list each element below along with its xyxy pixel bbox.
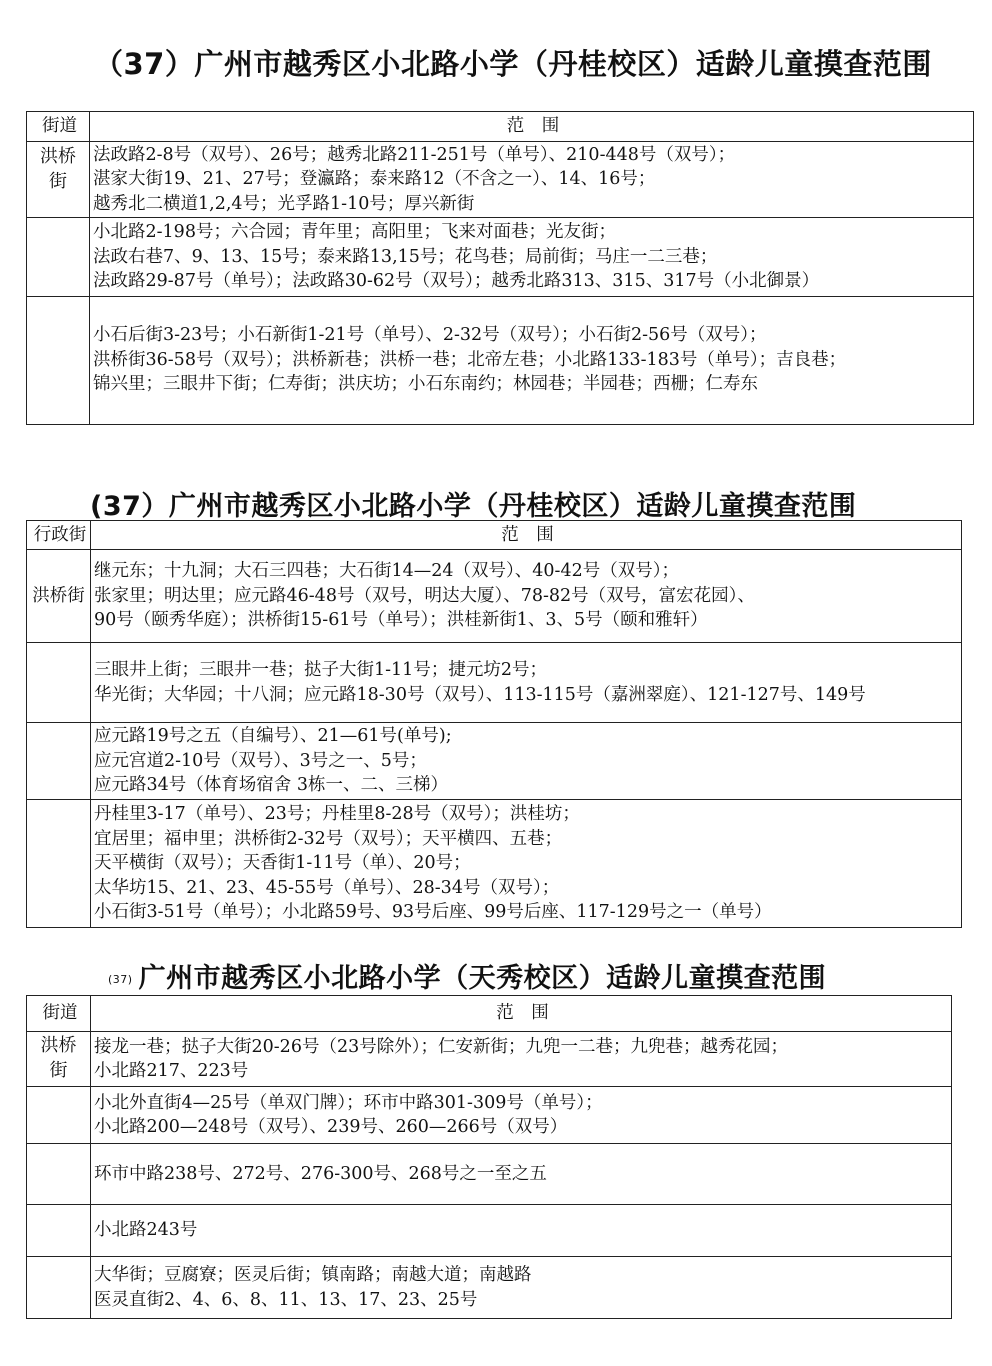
street-cell: 洪桥街 (27, 550, 91, 643)
section1-title (94, 42, 932, 83)
range-line: 应元宫道2-10号（双号）、3号之一、5号； (94, 750, 427, 771)
range-cell (90, 297, 974, 425)
range-line: 锦兴里；三眼井下街；仁寿街；洪庆坊；小石东南约；林园巷；半园巷；西栅；仁寿东 (93, 374, 758, 394)
range-cell (91, 1087, 952, 1144)
range-line: 小北路243号 (94, 1220, 198, 1241)
street-cell-empty (27, 1144, 91, 1205)
range-line: 应元路34号（体育场宿舍 3栋一、二、三梯） (94, 775, 448, 796)
street-cell-empty (27, 643, 91, 723)
range-line: 医灵直街2、4、6、8、11、13、17、23、25号 (94, 1289, 478, 1310)
street-cell-empty (27, 297, 90, 425)
range-line: 越秀北二横道1,2,4号；光孚路1-10号；厚兴新街 (93, 193, 475, 214)
range-line: 丹桂里3-17（单号）、23号；丹桂里8-28号（双号）；洪桂坊； (94, 804, 580, 825)
header-street: 街道 (27, 996, 91, 1032)
range-line: 环市中路238号、272号、276-300号、268号之一至之五 (94, 1163, 547, 1184)
section2-title-prefix: (37） (90, 491, 169, 522)
range-line: 法政路2-8号（双号）、26号；越秀北路211-251号（单号）、210-448号（双号）； (93, 144, 736, 165)
range-line: 洪桥街36-58号（双号）；洪桥新巷；洪桥一巷；北帝左巷；小北路133-183号（单号）；吉良巷； (93, 349, 847, 370)
section2-title (90, 484, 856, 523)
range-line: 大华街；豆腐寮；医灵后街；镇南路；南越大道；南越路 (94, 1265, 532, 1285)
section1-table (26, 111, 974, 425)
header-range: 范 围 (90, 112, 974, 142)
header-street: 行政街 (27, 521, 91, 550)
range-cell (91, 550, 962, 643)
section2-title-text: 广州市越秀区小北路小学（丹桂校区）适龄儿童摸查范围 (168, 491, 857, 522)
range-line: 应元路19号之五（自编号）、21—61号(单号); (94, 726, 452, 747)
range-line: 张家里；明达里；应元路46-48号（双号，明达大厦）、78-82号（双号，富宏花园）、 (94, 585, 755, 606)
range-line: 华光街；大华园；十八洞；应元路18-30号（双号）、113-115号（嘉洲翠庭）、121-127号、149号 (94, 684, 866, 705)
range-cell (90, 218, 974, 297)
range-line: 小北外直街4—25号（单双门牌）；环市中路301-309号（单号）； (94, 1092, 603, 1113)
section3-title-text: 广州市越秀区小北路小学（天秀校区）适龄儿童摸查范围 (138, 963, 827, 994)
range-cell (90, 142, 974, 218)
range-line: 宜居里；福申里；洪桥街2-32号（双号）；天平横四、五巷； (94, 828, 563, 849)
header-range: 范 围 (91, 521, 962, 550)
section3-table (26, 995, 952, 1319)
range-cell (91, 1257, 952, 1319)
range-line: 法政路29-87号（单号）；法政路30-62号（双号）；越秀北路313、315、317号（小北御景） (93, 271, 820, 292)
section3-title-prefix: (37) (108, 973, 133, 986)
range-cell (91, 1205, 952, 1257)
header-range: 范 围 (91, 996, 952, 1032)
range-line: 小石街3-51号（单号）；小北路59号、93号后座、99号后座、117-129号之一（单号） (94, 902, 772, 923)
range-line: 接龙一巷；挞子大街20-26号（23号除外）；仁安新街；九兜一二巷；九兜巷；越秀花园； (94, 1036, 788, 1057)
range-cell (91, 723, 962, 800)
street-cell-empty (27, 1087, 91, 1144)
range-line: 天平横街（双号）；天香街1-11号（单）、20号； (94, 853, 471, 874)
street-cell: 洪桥街 (27, 1032, 91, 1087)
range-line: 湛家大街19、21、27号；登瀛路；泰来路12（不含之一）、14、16号； (93, 169, 656, 190)
range-line: 小北路200—248号（双号）、239号、260—266号（双号） (94, 1117, 568, 1137)
range-line: 小北路217、223号 (94, 1061, 249, 1081)
range-line: 三眼井上街；三眼井一巷；挞子大街1-11号；捷元坊2号； (94, 660, 547, 680)
section1-title-prefix: （37） (94, 47, 195, 81)
street-cell: 洪桥街 (27, 142, 90, 218)
range-cell (91, 1144, 952, 1205)
range-cell (91, 1032, 952, 1087)
range-line: 太华坊15、21、23、45-55号（单号）、28-34号（双号）； (94, 877, 560, 898)
section1-title-text: 广州市越秀区小北路小学（丹桂校区）适龄儿童摸查范围 (194, 47, 932, 81)
street-cell-empty (27, 218, 90, 297)
street-cell-empty (27, 1257, 91, 1319)
street-cell-empty (27, 723, 91, 800)
range-line: 小石后街3-23号；小石新街1-21号（单号）、2-32号（双号）；小石街2-56号（双号）； (93, 325, 767, 345)
street-cell-empty (27, 1205, 91, 1257)
section3-title (108, 956, 826, 995)
range-cell (91, 800, 962, 928)
range-line: 90号（颐秀华庭）；洪桥街15-61号（单号）；洪桂新街1、3、5号（颐和雅轩） (94, 610, 708, 631)
street-cell-empty (27, 800, 91, 928)
range-line: 小北路2-198号；六合园；青年里；高阳里；飞来对面巷；光友街； (93, 222, 616, 243)
header-street: 街道 (27, 112, 90, 142)
range-line: 继元东；十九洞；大石三四巷；大石街14—24（双号）、40-42号（双号）； (94, 561, 679, 582)
range-cell (91, 643, 962, 723)
section2-table (26, 520, 962, 928)
range-line: 法政右巷7、9、13、15号；泰来路13,15号；花鸟巷；局前街；马庄一二三巷； (93, 246, 718, 267)
